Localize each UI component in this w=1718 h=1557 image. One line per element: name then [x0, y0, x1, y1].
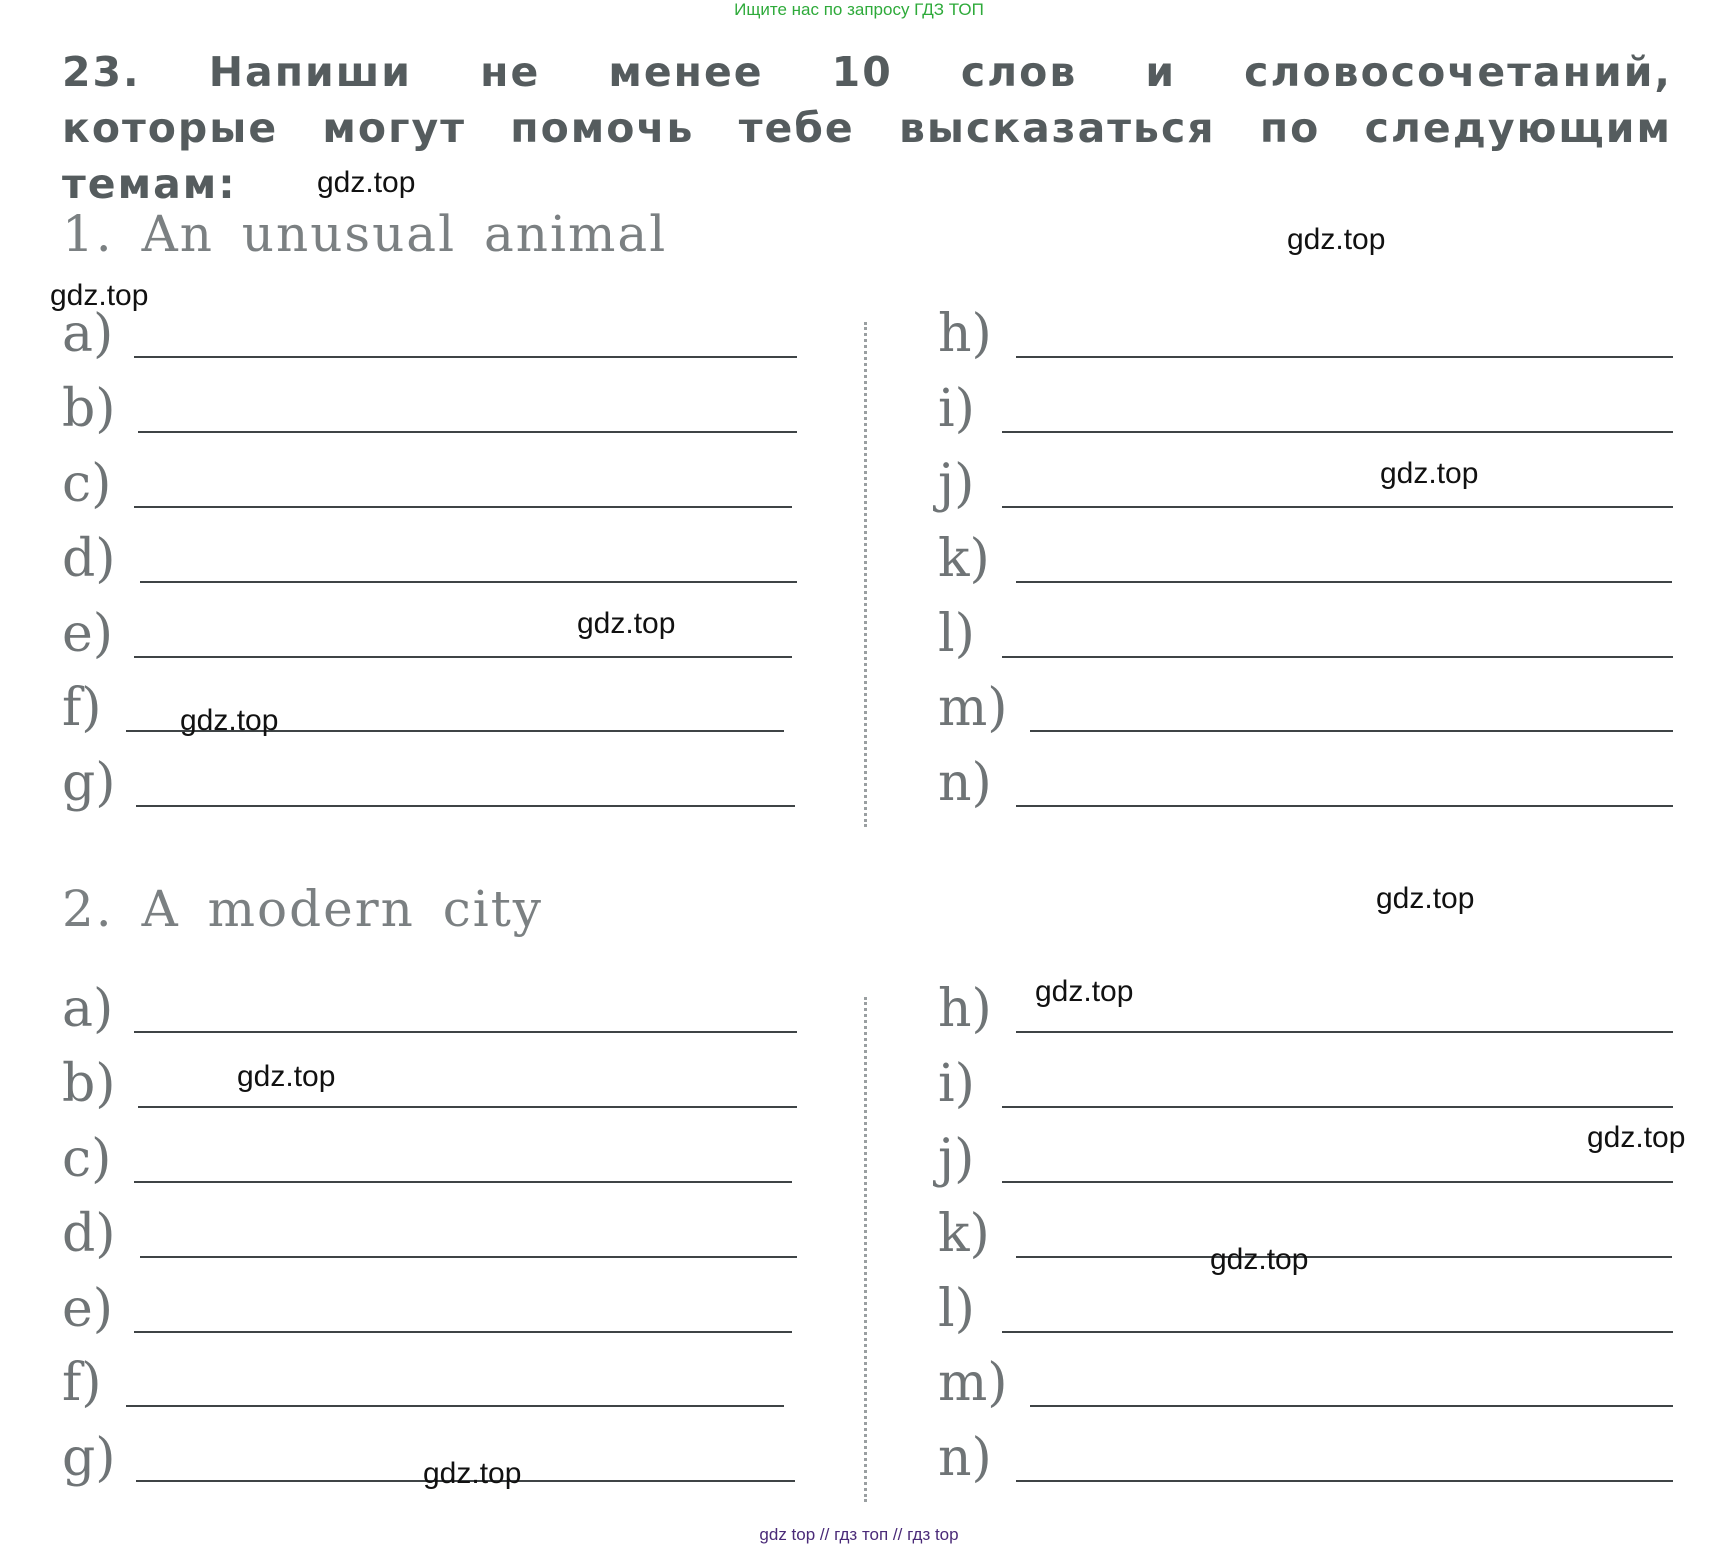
watermark: gdz.top	[1210, 1243, 1309, 1276]
column-divider	[864, 997, 867, 1502]
answer-line[interactable]	[134, 356, 797, 358]
answer-row-k	[938, 529, 1678, 595]
answer-line[interactable]	[1002, 656, 1673, 658]
row-letter: c)	[62, 454, 112, 514]
row-letter: k)	[938, 529, 990, 589]
row-letter: j)	[938, 454, 975, 514]
answer-row-e	[62, 604, 802, 670]
watermark: gdz.top	[237, 1060, 336, 1093]
answer-row-i	[938, 379, 1678, 445]
watermark: gdz.top	[577, 607, 676, 640]
answer-line[interactable]	[140, 1256, 797, 1258]
answer-row-a	[62, 304, 802, 370]
watermark: gdz.top	[1035, 975, 1134, 1008]
answer-line[interactable]	[138, 431, 797, 433]
answer-row-c	[62, 454, 802, 520]
answer-line[interactable]	[1030, 730, 1673, 732]
answer-row-l	[938, 1279, 1678, 1345]
answer-row-f	[62, 1353, 802, 1419]
row-letter: n)	[938, 1428, 992, 1488]
header-note: Ищите нас по запросу ГДЗ ТОП	[734, 0, 984, 19]
answer-row-n	[938, 1428, 1678, 1494]
watermark: gdz.top	[1587, 1121, 1686, 1154]
answer-row-b	[62, 379, 802, 445]
task-text: 23. Напиши не менее 10 слов и словосочетаний, которые могут помочь тебе высказаться по следующим темам:	[62, 48, 1672, 208]
column-divider	[864, 322, 867, 827]
row-letter: l)	[938, 604, 975, 664]
answer-line[interactable]	[136, 805, 795, 807]
answer-line[interactable]	[1002, 431, 1673, 433]
row-letter: a)	[62, 979, 114, 1039]
row-letter: m)	[938, 678, 1008, 738]
row-letter: i)	[938, 1054, 975, 1114]
answer-line[interactable]	[134, 1181, 792, 1183]
topic-1-title: 1. An unusual animal	[62, 205, 668, 263]
answer-row-b	[62, 1054, 802, 1120]
answer-line[interactable]	[1016, 805, 1673, 807]
row-letter: l)	[938, 1279, 975, 1339]
row-letter: c)	[62, 1129, 112, 1189]
answer-row-c	[62, 1129, 802, 1195]
watermark: gdz.top	[180, 704, 279, 737]
answer-line[interactable]	[134, 656, 792, 658]
row-letter: d)	[62, 1204, 116, 1264]
row-letter: d)	[62, 529, 116, 589]
footer-note: gdz top // гдз топ // гдз top	[759, 1525, 959, 1544]
row-letter: j)	[938, 1129, 975, 1189]
answer-row-n	[938, 753, 1678, 819]
answer-row-d	[62, 1204, 802, 1270]
answer-row-f	[62, 678, 802, 744]
row-letter: b)	[62, 379, 116, 439]
answer-line[interactable]	[1016, 581, 1672, 583]
answer-row-h	[938, 304, 1678, 370]
row-letter: n)	[938, 753, 992, 813]
answer-line[interactable]	[1002, 506, 1673, 508]
answer-line[interactable]	[1016, 1256, 1672, 1258]
answer-line[interactable]	[126, 1405, 784, 1407]
answer-line[interactable]	[1016, 1031, 1673, 1033]
row-letter: e)	[62, 604, 114, 664]
answer-line[interactable]	[138, 1106, 797, 1108]
watermark: gdz.top	[423, 1457, 522, 1490]
answer-line[interactable]	[1016, 356, 1673, 358]
answer-line[interactable]	[1002, 1181, 1673, 1183]
answer-row-l	[938, 604, 1678, 670]
row-letter: g)	[62, 753, 116, 813]
answer-line[interactable]	[140, 581, 797, 583]
answer-row-d	[62, 529, 802, 595]
row-letter: a)	[62, 304, 114, 364]
answer-row-j	[938, 454, 1678, 520]
row-letter: g)	[62, 1428, 116, 1488]
answer-row-e	[62, 1279, 802, 1345]
answer-line[interactable]	[134, 506, 792, 508]
row-letter: k)	[938, 1204, 990, 1264]
answer-row-j	[938, 1129, 1678, 1195]
answer-row-a	[62, 979, 802, 1045]
row-letter: h)	[938, 979, 992, 1039]
watermark: gdz.top	[317, 166, 416, 199]
answer-row-m	[938, 1353, 1678, 1419]
row-letter: e)	[62, 1279, 114, 1339]
watermark: gdz.top	[1287, 223, 1386, 256]
row-letter: h)	[938, 304, 992, 364]
answer-line[interactable]	[1030, 1405, 1673, 1407]
answer-line[interactable]	[1002, 1106, 1673, 1108]
answer-row-m	[938, 678, 1678, 744]
answer-row-i	[938, 1054, 1678, 1120]
watermark: gdz.top	[50, 279, 149, 312]
answer-line[interactable]	[1016, 1480, 1673, 1482]
answer-row-g	[62, 753, 802, 819]
row-letter: m)	[938, 1353, 1008, 1413]
row-letter: f)	[62, 678, 102, 738]
answer-line[interactable]	[134, 1331, 792, 1333]
row-letter: b)	[62, 1054, 116, 1114]
topic-2-title: 2. A modern city	[62, 880, 544, 938]
answer-line[interactable]	[1002, 1331, 1673, 1333]
answer-line[interactable]	[134, 1031, 797, 1033]
row-letter: i)	[938, 379, 975, 439]
watermark: gdz.top	[1376, 882, 1475, 915]
row-letter: f)	[62, 1353, 102, 1413]
watermark: gdz.top	[1380, 457, 1479, 490]
